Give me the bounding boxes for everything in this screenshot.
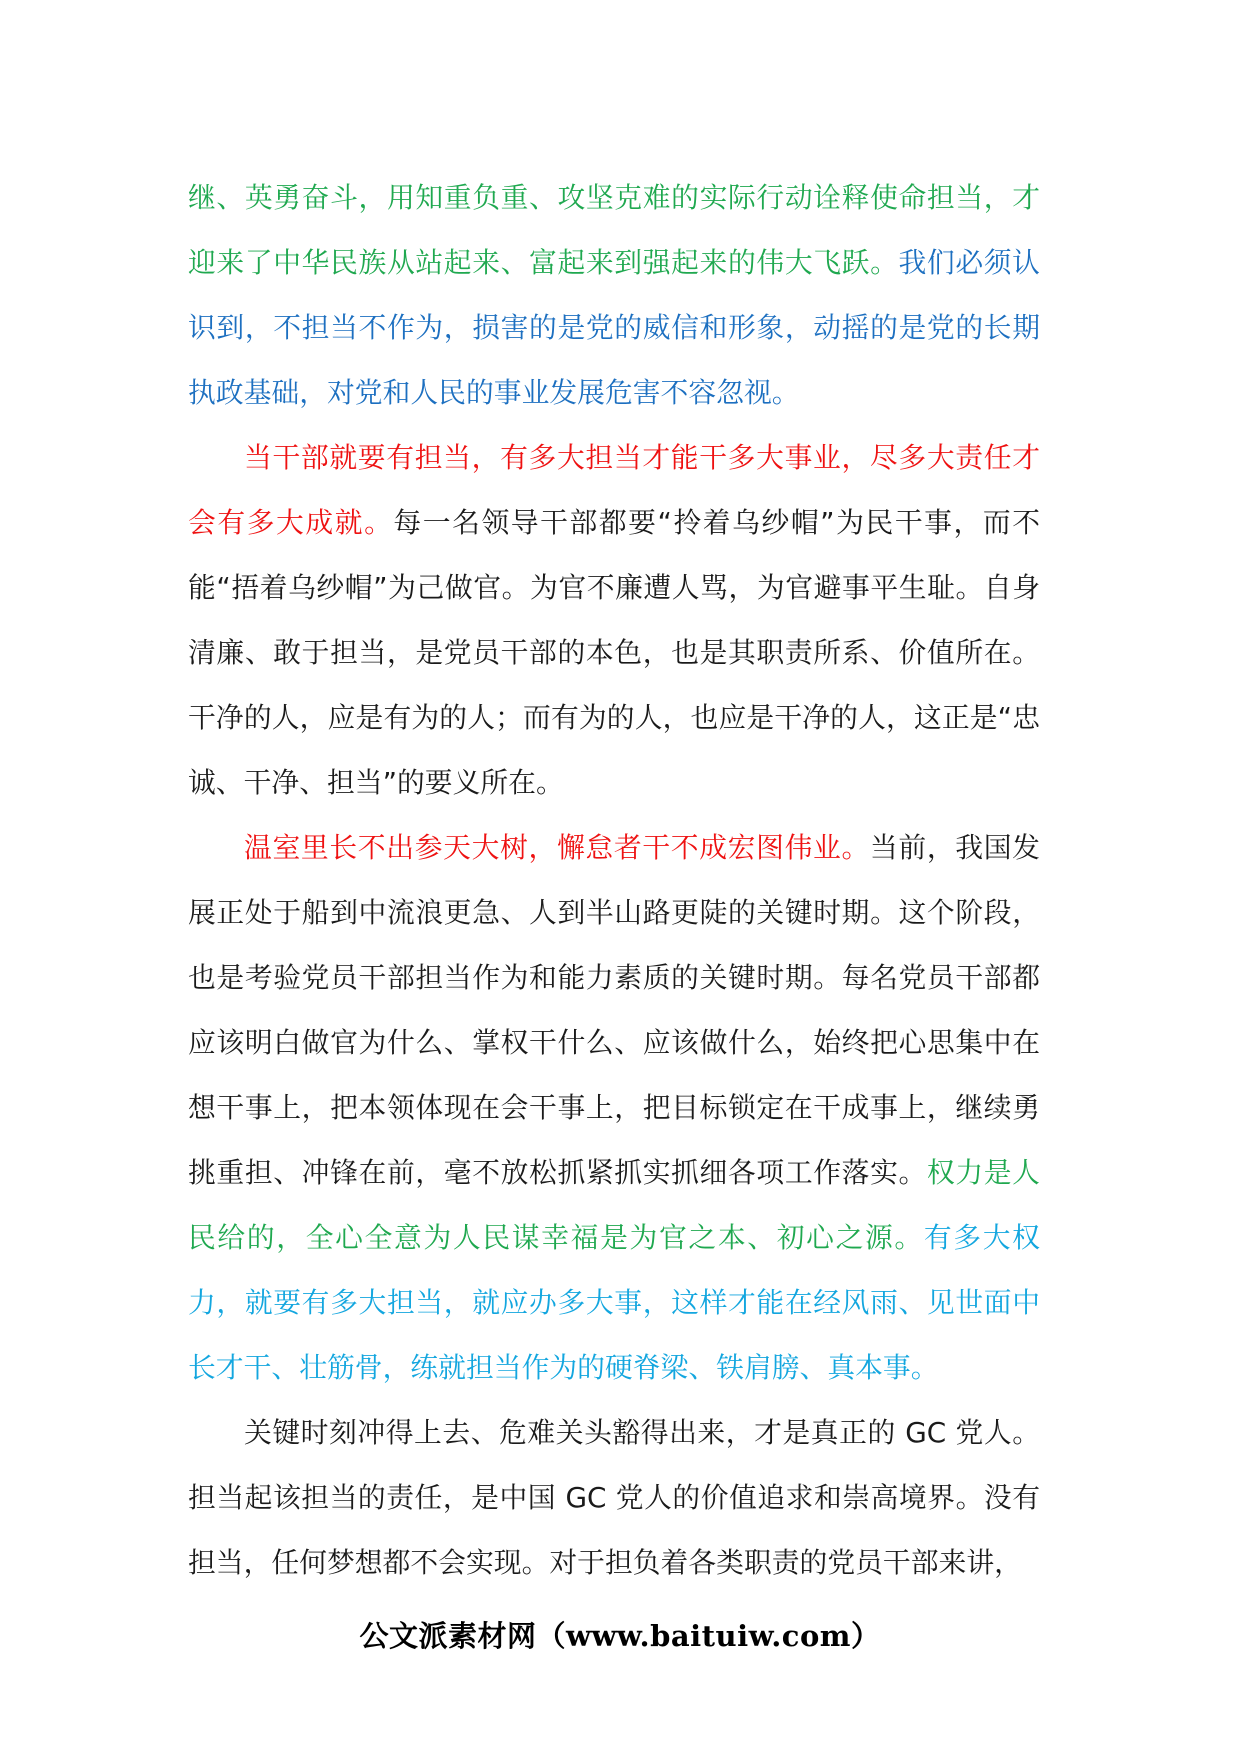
paragraph-2-segment-2: 每一名领导干部都要“拎着乌纱帽”为民干事，而不能“捂着乌纱帽”为己做官。为官不廉遭人骂，为官避事平生耻。自身清廉、敢于担当，是党员干部的本色，也是其职责所系、价值所在。干净的人，应是有为的人；而有为的人，也应是干净的人，这正是“忠诚、干净、担当”的要义所在。 bbox=[188, 506, 1040, 799]
paragraph-1-segment-2: 我们必须认识到，不担当不作为，损害的是党的威信和形象，动摇的是党的长期执政基础，对党和人民的事业发展危害不容忽视。 bbox=[188, 246, 1040, 409]
paragraph-3-segment-3: 权力是人民给的，全心全意为人民谋幸福是为官之本、初心之源。 bbox=[188, 1156, 1040, 1254]
paragraph-3-segment-2: 当前，我国发展正处于船到中流浪更急、人到半山路更陡的关键时期。这个阶段，也是考验党员干部担当作为和能力素质的关键时期。每名党员干部都应该明白做官为什么、掌权干什么、应该做什么，始终把心思集中在想干事上，把本领体现在会干事上，把目标锁定在干成事上，继续勇挑重担、冲锋在前，毫不放松抓紧抓实抓细各项工作落实。 bbox=[188, 831, 1040, 1189]
paragraph-3-segment-1: 温室里长不出参天大树，懈怠者干不成宏图伟业。 bbox=[244, 831, 870, 864]
paragraph-4-segment-1: 关键时刻冲得上去、危难关头豁得出来，才是真正的 GC 党人。担当起该担当的责任，是中国 GC 党人的价值追求和崇高境界。没有担当，任何梦想都不会实现。对于担负着各类职责的党员干部来讲， bbox=[188, 1416, 1040, 1579]
paragraph-4 bbox=[188, 1400, 1040, 1595]
paragraph-2-segment-1: 当干部就要有担当，有多大担当才能干多大事业，尽多大责任才会有多大成就。 bbox=[188, 441, 1040, 539]
paragraph-1-segment-1: 继、英勇奋斗，用知重负重、攻坚克难的实际行动诠释使命担当，才迎来了中华民族从站起来、富起来到强起来的伟大飞跃。 bbox=[188, 181, 1040, 279]
page-footer-source: 公文派素材网（www.baituiw.com） bbox=[359, 1619, 881, 1653]
paragraph-3 bbox=[188, 815, 1040, 1400]
paragraph-1 bbox=[188, 165, 1040, 425]
document-body bbox=[188, 165, 1040, 1595]
paragraph-2 bbox=[188, 425, 1040, 815]
paragraph-3-segment-4: 有多大权力，就要有多大担当，就应办多大事，这样才能在经风雨、见世面中长才干、壮筋骨，练就担当作为的硬脊梁、铁肩膀、真本事。 bbox=[188, 1221, 1040, 1384]
